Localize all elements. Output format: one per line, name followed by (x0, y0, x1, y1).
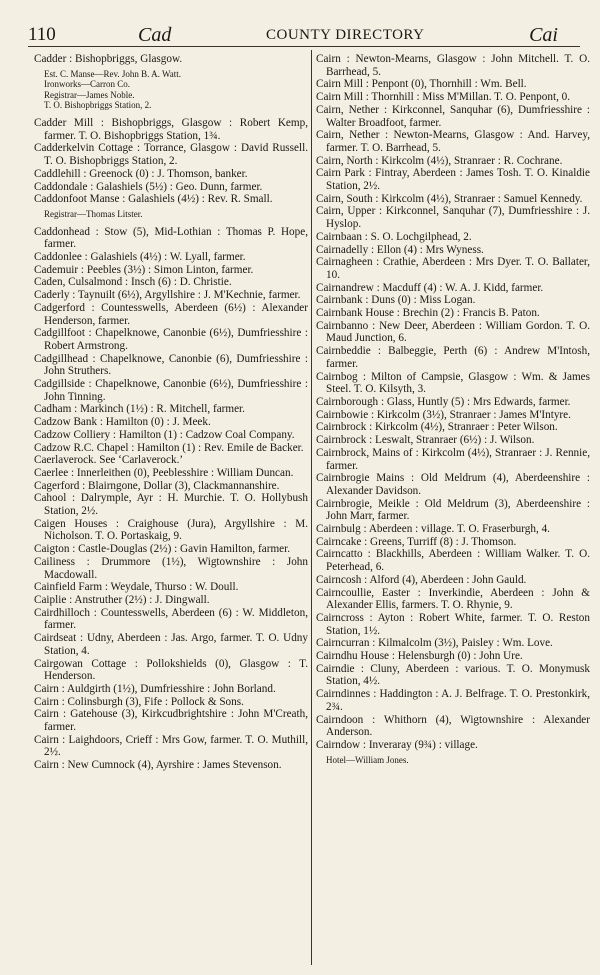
directory-entry: Cairnagheen : Crathie, Aberdeen : Mrs Dyer. T. O. Ballater, 10. (316, 256, 590, 281)
directory-entry: Cairn : Newton-Mearns, Glasgow : John Mitchell. T. O. Barrhead, 5. (316, 53, 590, 78)
directory-entry: Cadzow R.C. Chapel : Hamilton (1) : Rev. Emile de Backer. (34, 441, 304, 454)
directory-entry: Cairncake : Greens, Turriff (8) : J. Thomson. (316, 535, 517, 548)
directory-entry: Cadder Mill : Bishopbriggs, Glasgow : Robert Kemp, farmer. T. O. Bishopbriggs Station, 1¾. (34, 117, 308, 142)
directory-entry: Cairncurran : Kilmalcolm (3½), Paisley : Wm. Love. (316, 637, 553, 650)
directory-entry: Cairncross : Ayton : Robert White, farmer. T. O. Reston Station, 1½. (316, 611, 590, 637)
left-column (34, 53, 308, 772)
directory-entry: Cairn : Gatehouse (3), Kirkcudbrightshire : John M'Creath, farmer. (34, 708, 308, 734)
directory-entry: Cadgillhead : Chapelknowe, Canonbie (6), Dumfriesshire : John Struthers. (34, 352, 308, 378)
directory-entry: Cairndie : Cluny, Aberdeen : various. T. O. Monymusk Station, 4½. (316, 662, 590, 688)
center-running-title: COUNTY DIRECTORY (266, 27, 425, 43)
directory-entry: Cahool : Dalrymple, Ayr : H. Murchie. T. O. Hollybush Station, 2½. (34, 492, 308, 518)
directory-entry: Cairn, Upper : Kirkconnel, Sanquhar (7), Dumfriesshire : J. Hyslop. (316, 205, 590, 231)
directory-entry: Caerlee : Innerleithen (0), Peeblesshire : William Duncan. (34, 466, 294, 479)
directory-entry: Caden, Culsalmond : Insch (6) : D. Christie. (34, 276, 232, 289)
directory-note: Registrar—Thomas Litster. (44, 209, 143, 219)
directory-note: T. O. Bishopbriggs Station, 2. (44, 100, 152, 111)
directory-entry: Cairnbrock, Mains of : Kirkcolm (4½), Stranraer : J. Rennie, farmer. (316, 446, 590, 472)
header-rule (28, 46, 580, 47)
directory-entry: Caderly : Taynuilt (6½), Argyllshire : J. M'Kechnie, farmer. (34, 289, 301, 302)
directory-note: Registrar—James Noble. (44, 89, 135, 100)
directory-entry: Cairncoullie, Easter : Inverkindie, Aberdeen : John & Alexander Ellis, farmers. T. O. Rhynie, 9. (316, 586, 590, 612)
directory-entry: Cadder : Bishopbriggs, Glasgow. (34, 53, 183, 65)
directory-entry: Cairn Mill : Thornhill : Miss M'Millan. T. O. Penpont, 0. (316, 91, 571, 104)
directory-note: Hotel—William Jones. (326, 754, 409, 765)
directory-entry: Caigen Houses : Craighouse (Jura), Argyllshire : M. Nicholson. T. O. Portaskaig, 9. (34, 517, 308, 543)
directory-entry: Cadham : Markinch (1½) : R. Mitchell, farmer. (34, 403, 245, 416)
column-divider (311, 50, 312, 965)
directory-entry: Cairnbank House : Brechin (2) : Francis B. Paton. (316, 307, 540, 320)
directory-entry: Cairndoon : Whithorn (4), Wigtownshire : Alexander Anderson. (316, 713, 590, 739)
directory-entry: Caddonhead : Stow (5), Mid-Lothian : Thomas P. Hope, farmer. (34, 225, 308, 251)
directory-entry: Cairnandrew : Macduff (4) : W. A. J. Kidd, farmer. (316, 281, 544, 294)
directory-entry: Cairndinnes : Haddington : A. J. Belfrage. T. O. Prestonkirk, 2¾. (316, 688, 590, 713)
directory-entry: Cadgerford : Countesswells, Aberdeen (6½) : Alexander Henderson, farmer. (34, 301, 308, 327)
directory-entry: Cairnbeddie : Balbeggie, Perth (6) : Andrew M'Intosh, farmer. (316, 345, 590, 370)
page-number: 110 (28, 24, 56, 45)
directory-entry: Cadderkelvin Cottage : Torrance, Glasgow : David Russell. T. O. Bishopbriggs Station, 2. (34, 142, 308, 168)
directory-entry: Cairn, Nether : Kirkconnel, Sanquhar (6), Dumfriesshire : Walter Broadfoot, farmer. (316, 103, 590, 129)
directory-entry: Cairn : Laighdoors, Crieff : Mrs Gow, farmer. T. O. Muthill, 2½. (34, 733, 308, 759)
directory-entry: Cairndhu House : Helensburgh (0) : John Ure. (316, 650, 523, 663)
directory-entry: Cairn, North : Kirkcolm (4½), Stranraer : R. Cochrane. (316, 154, 563, 167)
directory-entry: Cairn : Colinsburgh (3), Fife : Pollock & Sons. (34, 695, 244, 708)
directory-entry: Cairnbrogie Mains : Old Meldrum (4), Aberdeenshire : Alexander Davidson. (316, 472, 590, 497)
directory-entry: Cairncatto : Blackhills, Aberdeen : William Walker. T. O. Peterhead, 6. (316, 548, 590, 574)
directory-entry: Cairndow : Inveraray (9¾) : village. (316, 738, 478, 751)
directory-entry: Cadzow Bank : Hamilton (0) : J. Meek. (34, 416, 211, 429)
directory-entry: Cairn : Auldgirth (1½), Dumfriesshire : John Borland. (34, 682, 276, 695)
directory-entry: Cairn, South : Kirkcolm (4½), Stranraer : Samuel Kennedy. (316, 192, 583, 205)
page-header (28, 20, 580, 48)
directory-entry: Cairn Park : Fintray, Aberdeen : James Tosh. T. O. Kinaldie Station, 2½. (316, 167, 590, 193)
directory-entry: Caddlehill : Greenock (0) : J. Thomson, banker. (34, 167, 248, 180)
directory-entry: Cairn Mill : Penpont (0), Thornhill : Wm. Bell. (316, 78, 527, 91)
directory-entry: Cairnadelly : Ellon (4) : Mrs Wyness. (316, 243, 484, 256)
directory-entry: Caddonlee : Galashiels (4½) : W. Lyall, farmer. (34, 251, 246, 263)
directory-entry: Cairnbaan : S. O. Lochgilphead, 2. (316, 230, 472, 243)
directory-entry: Cairnbulg : Aberdeen : village. T. O. Fraserburgh, 4. (316, 523, 550, 536)
directory-entry: Cailiness : Drummore (1½), Wigtownshire : John Macdowall. (34, 555, 308, 581)
directory-entry: Cairdseat : Udny, Aberdeen : Jas. Argo, farmer. T. O. Udny Station, 4. (34, 632, 308, 657)
directory-entry: Cairnbrock : Kirkcolm (4½), Stranraer : Peter Wilson. (316, 421, 558, 434)
directory-entry: Cairnbowie : Kirkcolm (3½), Stranraer : James M'Intyre. (316, 408, 571, 421)
directory-entry: Cairn : New Cumnock (4), Ayrshire : James Stevenson. (34, 759, 282, 772)
directory-entry: Cadgillside : Chapelknowe, Canonbie (6½), Dumfriesshire : John Tinning. (34, 378, 308, 403)
directory-entry: Cairnbank : Duns (0) : Miss Logan. (316, 294, 476, 307)
directory-entry: Caerlaverock. See ‘Carlaverock.’ (34, 454, 184, 467)
right-running-title: Cai (529, 24, 558, 46)
directory-entry: Cairnbanno : New Deer, Aberdeen : William Gordon. T. O. Maud Junction, 6. (316, 319, 590, 345)
directory-entry: Caigton : Castle-Douglas (2½) : Gavin Hamilton, farmer. (34, 543, 291, 556)
directory-entry: Cairn, Nether : Newton-Mearns, Glasgow : And. Harvey, farmer. T. O. Barrhead, 5. (316, 129, 590, 154)
directory-entry: Cadzow Colliery : Hamilton (1) : Cadzow Coal Company. (34, 428, 295, 441)
directory-entry: Cademuir : Peebles (3½) : Simon Linton, farmer. (34, 263, 254, 276)
directory-entry: Caddondale : Galashiels (5½) : Geo. Dunn, farmer. (34, 180, 263, 193)
directory-entry: Cairnborough : Glass, Huntly (5) : Mrs Edwards, farmer. (316, 395, 571, 408)
directory-entry: Cairnbog : Milton of Campsie, Glasgow : Wm. & James Steel. T. O. Kilsyth, 3. (316, 370, 590, 396)
directory-entry: Cadgillfoot : Chapelknowe, Canonbie (6½), Dumfriesshire : Robert Armstrong. (34, 327, 308, 352)
directory-entry: Caddonfoot Manse : Galashiels (4½) : Rev. R. Small. (34, 193, 273, 206)
directory-entry: Cagerford : Blairngone, Dollar (3), Clackmannanshire. (34, 479, 280, 492)
directory-entry: Cairnbrock : Leswalt, Stranraer (6½) : J. Wilson. (316, 434, 535, 447)
right-column (316, 53, 590, 765)
directory-note: Est. C. Manse—Rev. John B. A. Watt. (44, 68, 182, 79)
directory-entry: Cairgowan Cottage : Pollokshields (0), Glasgow : T. Henderson. (34, 657, 308, 683)
directory-entry: Cainfield Farm : Weydale, Thurso : W. Doull. (34, 581, 239, 594)
left-running-title: Cad (138, 24, 172, 46)
directory-entry: Caiplie : Anstruther (2½) : J. Dingwall. (34, 593, 210, 606)
directory-note: Ironworks—Carron Co. (44, 79, 130, 90)
directory-entry: Cairnbrogie, Meikle : Old Meldrum (3), Aberdeenshire : John Marr, farmer. (316, 497, 590, 523)
directory-entry: Cairdhilloch : Countesswells, Aberdeen (6) : W. Middleton, farmer. (34, 606, 308, 632)
directory-entry: Cairncosh : Alford (4), Aberdeen : John Gauld. (316, 573, 527, 586)
